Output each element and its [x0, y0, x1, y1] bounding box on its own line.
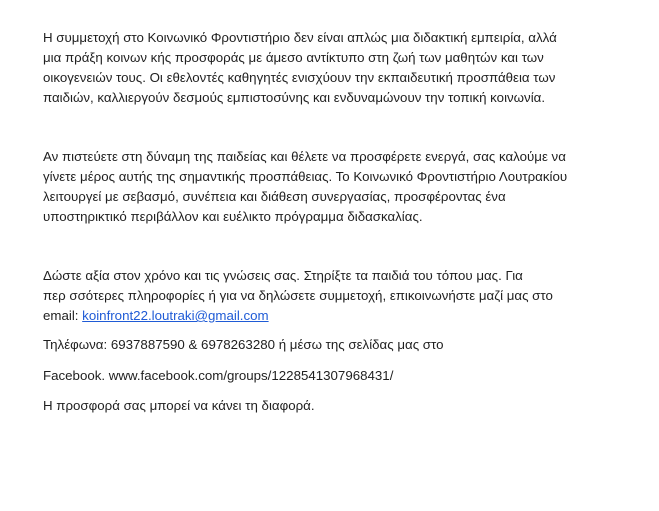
email-prefix: email:	[43, 308, 83, 323]
paragraph-line: περ σσότερες πληροφορίες ή για να δηλώσετε συμμετοχή, επικοινωνήστε μαζί μας στο	[43, 288, 553, 303]
closing-line	[43, 396, 633, 416]
paragraph-line: υποστηρικτικό περιβάλλον και ευέλικτο πρόγραμμα διδασκαλίας.	[43, 209, 423, 224]
paragraph-line: Δώστε αξία στον χρόνο και τις γνώσεις σας. Στηρίξτε τα παιδιά του τόπου μας. Για	[43, 268, 523, 283]
email-link[interactable]: koinfront22.loutraki@gmail.com	[82, 308, 269, 323]
paragraph-line: Η συμμετοχή στο Κοινωνικό Φροντιστήριο δεν είναι απλώς μια διδακτική εμπειρία, αλλά	[43, 30, 557, 45]
paragraph-line: λειτουργεί με σεβασμό, συνέπεια και διάθεση συνεργασίας, προσφέροντας ένα	[43, 189, 506, 204]
paragraph-contact	[43, 266, 633, 326]
paragraph-line: Αν πιστεύετε στη δύναμη της παιδείας και θέλετε να προσφέρετε ενεργά, σας καλούμε να	[43, 149, 566, 164]
phone-text: Τηλέφωνα: 6937887590 & 6978263280 ή μέσω της σελίδας μας στο	[43, 337, 444, 352]
paragraph-invitation	[43, 147, 633, 227]
paragraph-line: μια πράξη κοινων κής προσφοράς με άμεσο αντίκτυπο στη ζωή των μαθητών και των	[43, 50, 544, 65]
phone-line	[43, 335, 633, 355]
paragraph-line: οικογενειών τους. Οι εθελοντές καθηγητές ενισχύουν την εκπαιδευτική προσπάθεια των	[43, 70, 556, 85]
paragraph-participation	[43, 28, 633, 108]
closing-text: Η προσφορά σας μπορεί να κάνει τη διαφορά.	[43, 398, 315, 413]
paragraph-line: γίνετε μέρος αυτής της σημαντικής προσπάθειας. Το Κοινωνικό Φροντιστήριο Λουτρακίου	[43, 169, 568, 184]
email-line	[43, 306, 633, 326]
facebook-line	[43, 366, 633, 386]
facebook-text: Facebook. www.facebook.com/groups/1228541307968431/	[43, 368, 394, 383]
paragraph-line: παιδιών, καλλιεργούν δεσμούς εμπιστοσύνης και ενδυναμώνουν την τοπική κοινωνία.	[43, 90, 546, 105]
